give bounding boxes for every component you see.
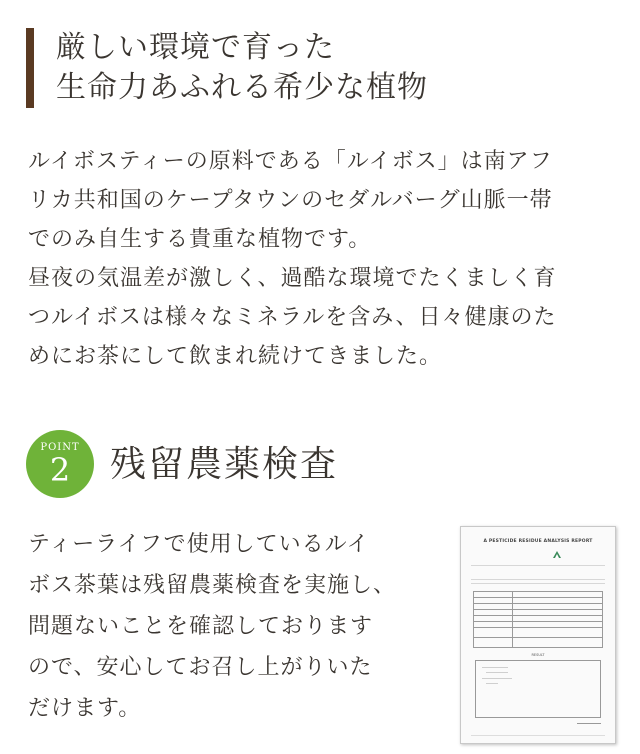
point-line: ボス茶葉は残留農薬検査を実施し、 [28, 573, 397, 598]
report-result-label: RESULT [531, 653, 545, 657]
point-badge [26, 430, 94, 498]
point-badge-label: POINT [40, 442, 80, 453]
point-line: ティーライフで使用しているルイ [28, 532, 370, 557]
point-line: ので、安心してお召し上がりいた [28, 655, 373, 680]
intro-line: つルイボスは様々なミネラルを含み、日々健康のた [28, 305, 557, 330]
intro-line: めにお茶にして飲まれ続けてきました。 [28, 344, 443, 369]
point-line: だけます。 [28, 696, 142, 721]
report-divider [471, 583, 605, 584]
result-text-line [482, 667, 508, 668]
intro-line: ルイボスティーの原料である「ルイボス」は南アフ [28, 149, 553, 174]
point-title: 残留農薬検査 [110, 444, 339, 485]
report-signature-line [577, 723, 601, 724]
result-text-line [486, 683, 498, 684]
point-paragraph [28, 524, 428, 729]
report-divider [471, 565, 605, 566]
report-result-box [475, 660, 601, 718]
result-text-line [486, 672, 508, 673]
intro-line: 昼夜の気温差が激しく、過酷な環境でたくましく育 [28, 266, 557, 291]
result-text-line [482, 678, 512, 679]
intro-line: でのみ自生する貴重な植物です。 [28, 227, 372, 252]
report-logo-icon [553, 551, 561, 558]
pesticide-report-image [460, 526, 616, 744]
intro-line: リカ共和国のケープタウンのセダルバーグ山脈一帯 [28, 188, 553, 213]
point-line: 問題ないことを確認しております [28, 614, 374, 639]
report-sample-table [473, 591, 603, 648]
report-footer-line [471, 735, 605, 736]
report-divider [471, 579, 605, 580]
point-badge-number: 2 [49, 451, 71, 489]
heading-line-2: 生命力あふれる希少な植物 [56, 70, 428, 105]
report-title: A PESTICIDE RESIDUE ANALYSIS REPORT [483, 539, 593, 544]
section-heading [26, 28, 428, 108]
intro-paragraph [28, 142, 628, 376]
heading-line-1: 厳しい環境で育った [56, 30, 335, 65]
